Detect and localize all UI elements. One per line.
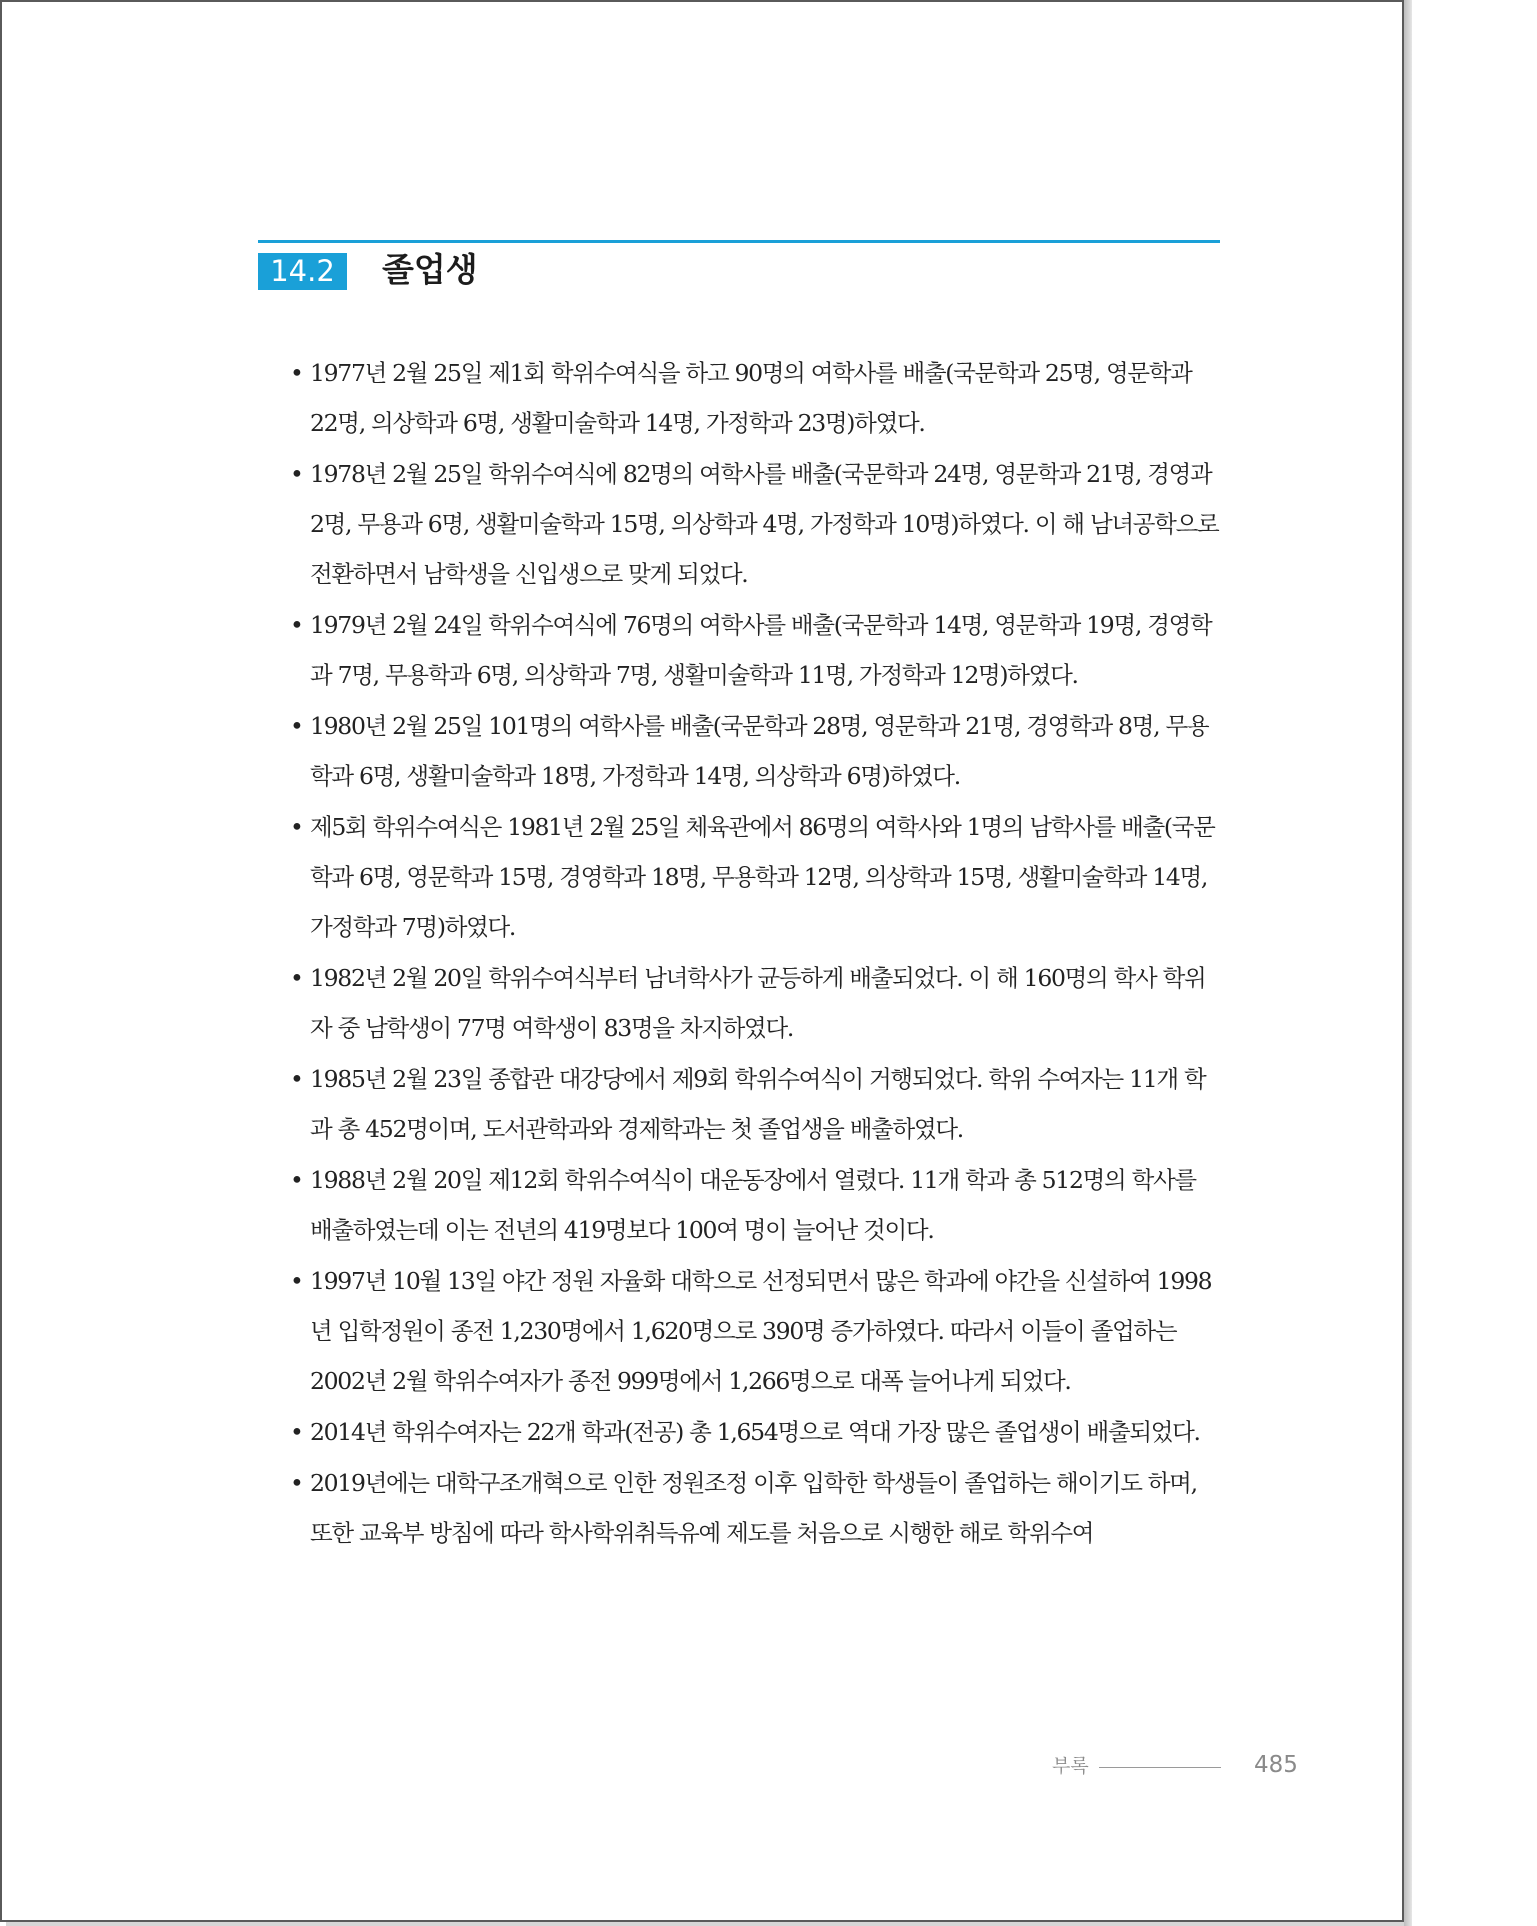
bullet-icon: • <box>290 712 303 740</box>
list-item <box>286 1054 1221 1154</box>
footer-section-label: 부록 <box>1052 1755 1089 1777</box>
list-item-text: 1982년 2월 20일 학위수여식부터 남녀학사가 균등하게 배출되었다. 이 해 160명의 학사 학위자 중 남학생이 77명 여학생이 83명을 차지하였다. <box>310 964 1206 1042</box>
page-number: 485 <box>1254 1752 1298 1778</box>
list-item <box>286 449 1221 599</box>
list-item <box>286 1155 1221 1255</box>
page-edge-shadow <box>1404 0 1412 1926</box>
bullet-icon: • <box>290 813 303 841</box>
list-item <box>286 1407 1221 1457</box>
list-item-text: 1985년 2월 23일 종합관 대강당에서 제9회 학위수여식이 거행되었다. 학위 수여자는 11개 학과 총 452명이며, 도서관학과와 경제학과는 첫 졸업생을 배출하였다. <box>310 1065 1206 1143</box>
list-item <box>286 802 1221 952</box>
list-item <box>286 600 1221 700</box>
graduate-history-list <box>286 348 1221 1559</box>
bullet-icon: • <box>290 1065 303 1093</box>
list-item-text: 2014년 학위수여자는 22개 학과(전공) 총 1,654명으로 역대 가장 많은 졸업생이 배출되었다. <box>310 1418 1200 1446</box>
list-item-text: 1980년 2월 25일 101명의 여학사를 배출(국문학과 28명, 영문학과 21명, 경영학과 8명, 무용학과 6명, 생활미술학과 18명, 가정학과 14명, 의상학과 6명)하였다. <box>310 712 1209 790</box>
bullet-icon: • <box>290 1166 303 1194</box>
section-rule <box>258 240 1220 243</box>
list-item-text: 2019년에는 대학구조개혁으로 인한 정원조정 이후 입학한 학생들이 졸업하는 해이기도 하며, 또한 교육부 방침에 따라 학사학위취득유예 제도를 처음으로 시행한 해로 학위수여 <box>310 1469 1197 1547</box>
bullet-icon: • <box>290 611 303 639</box>
list-item <box>286 701 1221 801</box>
list-item <box>286 1256 1221 1406</box>
section-title: 졸업생 <box>382 250 478 289</box>
list-item-text: 1997년 10월 13일 야간 정원 자율화 대학으로 선정되면서 많은 학과에 야간을 신설하여 1998년 입학정원이 종전 1,230명에서 1,620명으로 390명 증가하였다. 따라서 이들이 졸업하는 2002년 2월 학위수여자가 종전 999명에서 1,266명으로 대폭 늘어나게 되었다. <box>310 1267 1212 1395</box>
bullet-icon: • <box>290 359 303 387</box>
bullet-icon: • <box>290 1469 303 1497</box>
list-item-text: 1978년 2월 25일 학위수여식에 82명의 여학사를 배출(국문학과 24명, 영문학과 21명, 경영과 2명, 무용과 6명, 생활미술학과 15명, 의상학과 4명, 가정학과 10명)하였다. 이 해 남녀공학으로 전환하면서 남학생을 신입생으로 맞게 되었다. <box>310 460 1219 588</box>
footer-rule <box>1099 1767 1221 1768</box>
list-item-text: 제5회 학위수여식은 1981년 2월 25일 체육관에서 86명의 여학사와 1명의 남학사를 배출(국문학과 6명, 영문학과 15명, 경영학과 18명, 무용학과 12명, 의상학과 15명, 생활미술학과 14명, 가정학과 7명)하였다. <box>310 813 1215 941</box>
list-item <box>286 953 1221 1053</box>
section-number-badge: 14.2 <box>258 253 347 290</box>
bullet-icon: • <box>290 460 303 488</box>
list-item <box>286 1458 1221 1558</box>
bullet-icon: • <box>290 1418 303 1446</box>
list-item-text: 1977년 2월 25일 제1회 학위수여식을 하고 90명의 여학사를 배출(국문학과 25명, 영문학과 22명, 의상학과 6명, 생활미술학과 14명, 가정학과 23명)하였다. <box>310 359 1192 437</box>
list-item-text: 1988년 2월 20일 제12회 학위수여식이 대운동장에서 열렸다. 11개 학과 총 512명의 학사를 배출하였는데 이는 전년의 419명보다 100여 명이 늘어난 것이다. <box>310 1166 1196 1244</box>
list-item-text: 1979년 2월 24일 학위수여식에 76명의 여학사를 배출(국문학과 14명, 영문학과 19명, 경영학과 7명, 무용학과 6명, 의상학과 7명, 생활미술학과 11명, 가정학과 12명)하였다. <box>310 611 1212 689</box>
bullet-icon: • <box>290 1267 303 1295</box>
list-item <box>286 348 1221 448</box>
bullet-icon: • <box>290 964 303 992</box>
